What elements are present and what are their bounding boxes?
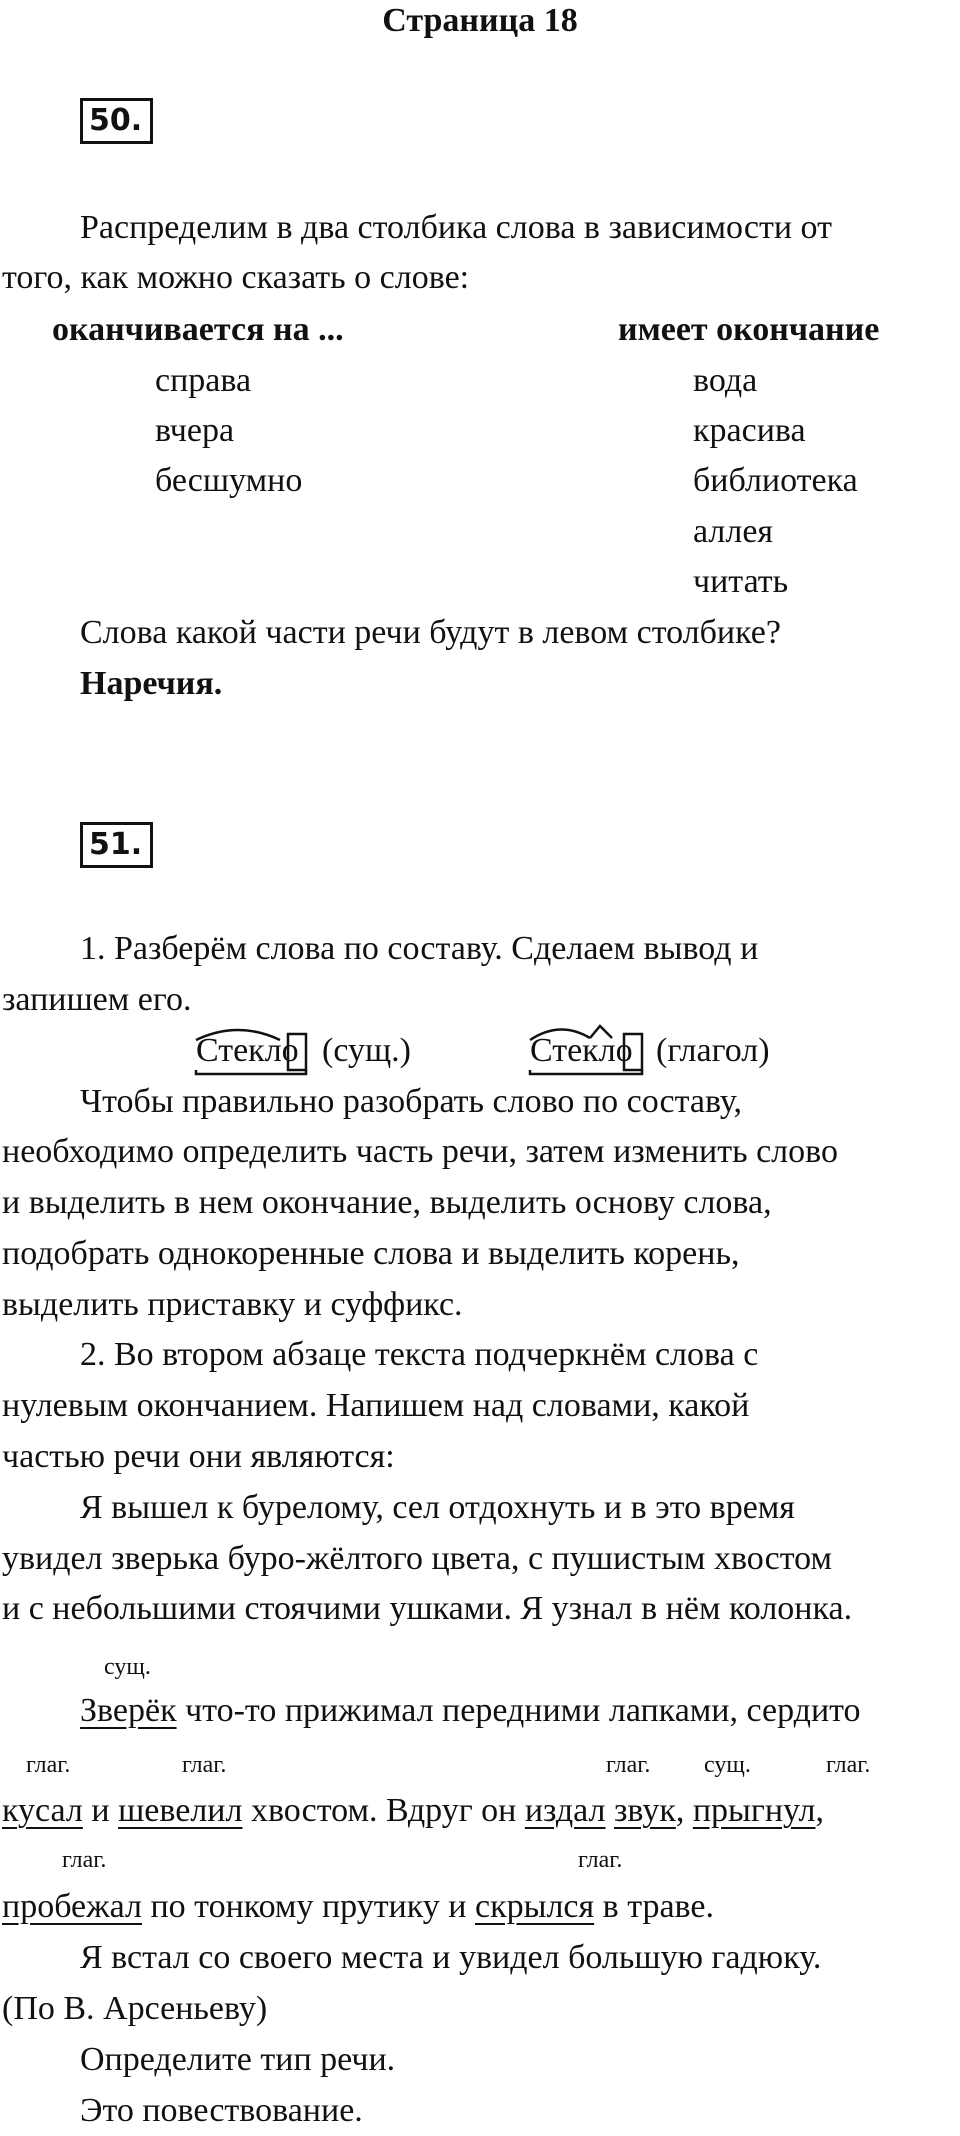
- root-arc-and-ending-box-noun: [190, 1020, 320, 1080]
- underlined-word: шевелил: [118, 1792, 243, 1829]
- text-segment: что-то прижимал передними лапками, сердито: [176, 1692, 861, 1729]
- page-title: Страница 18: [382, 2, 578, 39]
- text-line: и с небольшими стоячими ушками. Я узнал в нём колонка.: [2, 1590, 853, 1627]
- pos-annotation: глаг.: [182, 1752, 227, 1778]
- part-of-speech-label: (сущ.): [322, 1032, 411, 1069]
- exercise-number-badge: 50.: [80, 98, 153, 144]
- text-segment: по тонкому прутику и: [141, 1888, 475, 1925]
- left-word: бесшумно: [155, 462, 303, 499]
- task-answer: Это повествование.: [80, 2092, 363, 2129]
- text-line: [2, 1882, 714, 1932]
- pos-annotation: глаг.: [62, 1847, 107, 1873]
- left-word: справа: [155, 362, 252, 399]
- pos-annotation: глаг.: [578, 1847, 623, 1873]
- underlined-word: скрылся: [474, 1888, 595, 1925]
- text-segment: и: [82, 1792, 119, 1829]
- underlined-word: кусал: [2, 1792, 83, 1829]
- text-segment: [606, 1792, 615, 1829]
- text-line: [2, 1786, 824, 1836]
- pos-annotation: сущ.: [104, 1654, 151, 1680]
- paragraph-line: и выделить в нем окончание, выделить основу слова,: [2, 1184, 772, 1221]
- right-word: красива: [693, 412, 806, 449]
- paragraph-line: 2. Во втором абзаце текста подчеркнём слова с: [80, 1336, 759, 1373]
- word-stekl-verb: Стекло: [530, 1032, 633, 1069]
- left-word: вчера: [155, 412, 235, 449]
- right-word: библиотека: [693, 462, 858, 499]
- exercise-number-badge: 51.: [80, 822, 153, 868]
- word-stekl-noun: Стекло: [196, 1032, 299, 1069]
- paragraph-line: частью речи они являются:: [2, 1438, 395, 1475]
- pos-annotation: сущ.: [704, 1752, 751, 1778]
- paragraph-line: 1. Разберём слова по составу. Сделаем вывод и: [80, 930, 759, 967]
- text-segment: ,: [675, 1792, 693, 1829]
- pos-annotation: глаг.: [826, 1752, 871, 1778]
- underlined-word: прыгнул: [692, 1792, 816, 1829]
- paragraph-line: подобрать однокоренные слова и выделить корень,: [2, 1235, 740, 1272]
- intro-line: того, как можно сказать о слове:: [2, 259, 470, 296]
- paragraph-line: необходимо определить часть речи, затем изменить слово: [2, 1133, 838, 1170]
- right-word: читать: [693, 563, 789, 600]
- paragraph-line: нулевым окончанием. Напишем над словами, какой: [2, 1387, 750, 1424]
- pos-annotation: глаг.: [26, 1752, 71, 1778]
- right-column-header: имеет окончание: [618, 311, 880, 348]
- question-text: Слова какой части речи будут в левом столбике?: [80, 614, 781, 651]
- paragraph-line: запишем его.: [2, 981, 192, 1018]
- right-word: аллея: [693, 513, 774, 550]
- underlined-word: пробежал: [2, 1888, 142, 1925]
- root-arc-suffix-and-ending-box-verb: [524, 1020, 654, 1080]
- part-of-speech-label: (глагол): [656, 1032, 770, 1069]
- text-line: увидел зверька буро-жёлтого цвета, с пушистым хвостом: [2, 1540, 832, 1577]
- text-line: Я вышел к бурелому, сел отдохнуть и в это время: [80, 1489, 795, 1526]
- text-segment: в траве.: [594, 1888, 715, 1925]
- pos-annotation: глаг.: [606, 1752, 651, 1778]
- underlined-word: звук: [614, 1792, 676, 1829]
- text-line: [80, 1686, 861, 1736]
- underlined-word: издал: [524, 1792, 606, 1829]
- text-line: Я встал со своего места и увидел большую гадюку.: [80, 1939, 822, 1976]
- left-column-header: оканчивается на ...: [52, 311, 344, 348]
- text-segment: ,: [815, 1792, 824, 1829]
- paragraph-line: Чтобы правильно разобрать слово по составу,: [80, 1083, 743, 1120]
- source-attribution: (По В. Арсеньеву): [2, 1990, 268, 2027]
- text-segment: хвостом. Вдруг он: [242, 1792, 525, 1829]
- task-text: Определите тип речи.: [80, 2041, 396, 2078]
- intro-line: Распределим в два столбика слова в зависимости от: [80, 209, 832, 246]
- answer-text: Наречия.: [80, 665, 223, 702]
- right-word: вода: [693, 362, 758, 399]
- underlined-word: Зверёк: [80, 1692, 177, 1729]
- paragraph-line: выделить приставку и суффикс.: [2, 1286, 463, 1323]
